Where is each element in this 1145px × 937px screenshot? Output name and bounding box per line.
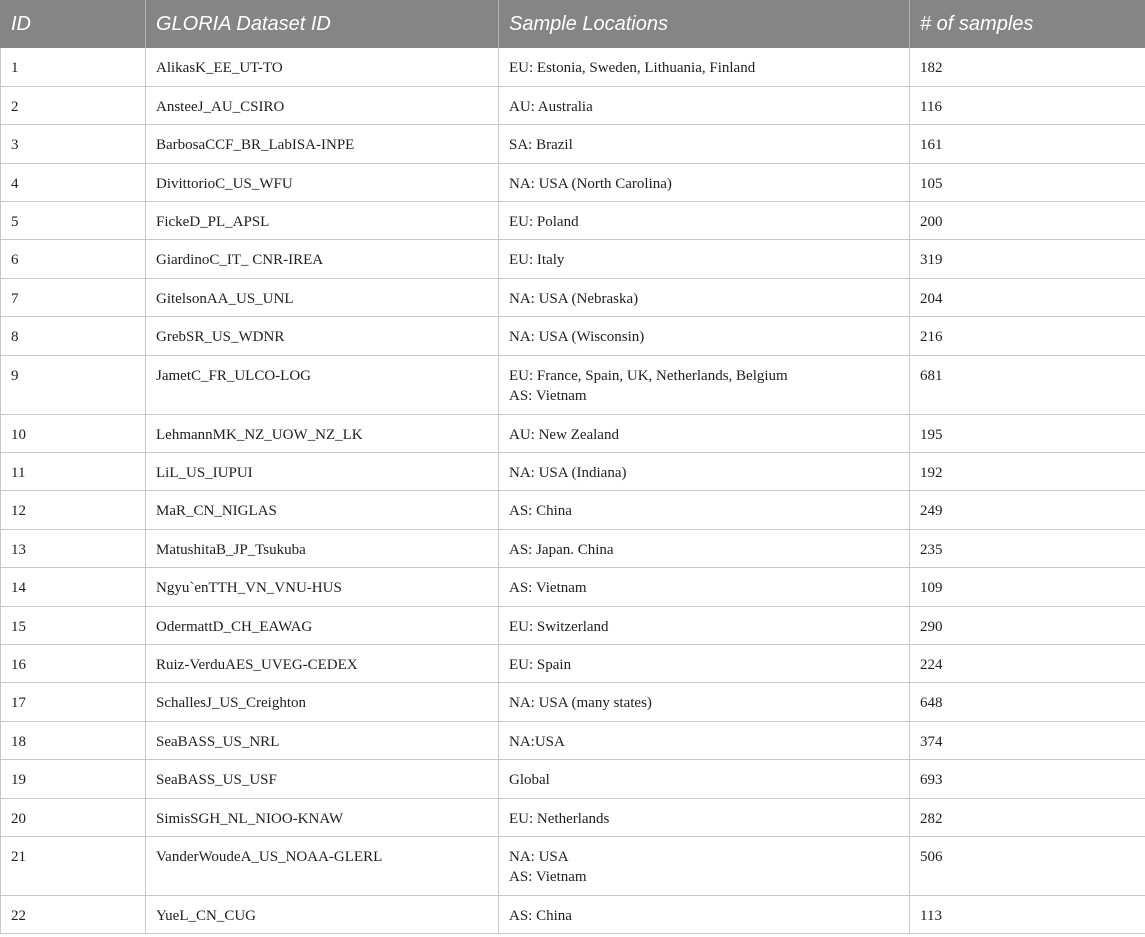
table-row <box>1 798 1145 836</box>
cell-id: 14 <box>1 568 146 606</box>
cell-sample-count: 681 <box>910 355 1145 414</box>
cell-sample-locations <box>499 895 910 933</box>
location-line: EU: Switzerland <box>509 618 609 635</box>
location-line: NA: USA <box>509 848 569 865</box>
cell-sample-locations <box>499 453 910 491</box>
location-line: EU: Poland <box>509 214 579 231</box>
location-line: AS: Vietnam <box>509 387 587 404</box>
cell-sample-count: 374 <box>910 721 1145 759</box>
cell-sample-locations <box>499 240 910 278</box>
cell-sample-locations <box>499 491 910 529</box>
cell-dataset-id: SeaBASS_US_USF <box>146 760 499 798</box>
cell-sample-count: 282 <box>910 798 1145 836</box>
cell-id: 6 <box>1 240 146 278</box>
table-row <box>1 453 1145 491</box>
cell-sample-count: 116 <box>910 86 1145 124</box>
location-line: AU: Australia <box>509 98 593 115</box>
cell-dataset-id: AlikasK_EE_UT-TO <box>146 48 499 86</box>
cell-sample-count: 216 <box>910 317 1145 355</box>
table-row <box>1 355 1145 414</box>
table-row <box>1 606 1145 644</box>
cell-sample-count: 161 <box>910 125 1145 163</box>
cell-id: 8 <box>1 317 146 355</box>
cell-sample-locations <box>499 414 910 452</box>
header-dataset-id: GLORIA Dataset ID <box>146 0 499 48</box>
cell-dataset-id: VanderWoudeA_US_NOAA-GLERL <box>146 836 499 895</box>
cell-id: 15 <box>1 606 146 644</box>
cell-id: 18 <box>1 721 146 759</box>
location-line: EU: Italy <box>509 252 565 269</box>
cell-id: 13 <box>1 529 146 567</box>
table-body <box>1 48 1145 934</box>
table-row <box>1 491 1145 529</box>
location-line: EU: France, Spain, UK, Netherlands, Belgium <box>509 367 788 384</box>
cell-dataset-id: MatushitaB_JP_Tsukuba <box>146 529 499 567</box>
cell-dataset-id: FickeD_PL_APSL <box>146 202 499 240</box>
table-row <box>1 414 1145 452</box>
cell-sample-count: 200 <box>910 202 1145 240</box>
table-row <box>1 86 1145 124</box>
table-row <box>1 278 1145 316</box>
cell-dataset-id: BarbosaCCF_BR_LabISA-INPE <box>146 125 499 163</box>
table-row <box>1 836 1145 895</box>
cell-sample-count: 693 <box>910 760 1145 798</box>
cell-id: 2 <box>1 86 146 124</box>
cell-sample-locations <box>499 568 910 606</box>
location-line: NA:USA <box>509 733 565 750</box>
cell-dataset-id: YueL_CN_CUG <box>146 895 499 933</box>
cell-dataset-id: SchallesJ_US_Creighton <box>146 683 499 721</box>
cell-id: 17 <box>1 683 146 721</box>
cell-dataset-id: GiardinoC_IT_ CNR-IREA <box>146 240 499 278</box>
cell-sample-locations <box>499 278 910 316</box>
location-line: EU: Spain <box>509 656 572 673</box>
cell-dataset-id: Ngyu`enTTH_VN_VNU-HUS <box>146 568 499 606</box>
cell-sample-count: 182 <box>910 48 1145 86</box>
cell-dataset-id: Ruiz-VerduAES_UVEG-CEDEX <box>146 644 499 682</box>
cell-sample-count: 204 <box>910 278 1145 316</box>
cell-id: 21 <box>1 836 146 895</box>
location-line: EU: Estonia, Sweden, Lithuania, Finland <box>509 60 756 76</box>
table-row <box>1 683 1145 721</box>
location-line: EU: Netherlands <box>509 810 610 827</box>
cell-dataset-id: AnsteeJ_AU_CSIRO <box>146 86 499 124</box>
cell-id: 4 <box>1 163 146 201</box>
table-row <box>1 240 1145 278</box>
location-line: AS: Vietnam <box>509 580 587 597</box>
cell-id: 20 <box>1 798 146 836</box>
cell-sample-count: 224 <box>910 644 1145 682</box>
cell-id: 22 <box>1 895 146 933</box>
cell-sample-count: 113 <box>910 895 1145 933</box>
header-id: ID <box>1 0 146 48</box>
cell-dataset-id: OdermattD_CH_EAWAG <box>146 606 499 644</box>
cell-sample-locations <box>499 798 910 836</box>
cell-dataset-id: MaR_CN_NIGLAS <box>146 491 499 529</box>
cell-dataset-id: LiL_US_IUPUI <box>146 453 499 491</box>
header-sample-locations: Sample Locations <box>499 0 910 48</box>
cell-sample-locations <box>499 644 910 682</box>
cell-dataset-id: DivittorioC_US_WFU <box>146 163 499 201</box>
cell-sample-locations <box>499 163 910 201</box>
location-line: AS: China <box>509 503 572 520</box>
cell-id: 5 <box>1 202 146 240</box>
cell-sample-locations <box>499 683 910 721</box>
table-row <box>1 529 1145 567</box>
cell-sample-locations <box>499 529 910 567</box>
cell-dataset-id: LehmannMK_NZ_UOW_NZ_LK <box>146 414 499 452</box>
table-row <box>1 895 1145 933</box>
header-sample-count: # of samples <box>910 0 1145 48</box>
header-row <box>1 0 1145 48</box>
cell-sample-locations <box>499 48 910 86</box>
cell-sample-locations <box>499 202 910 240</box>
cell-sample-locations <box>499 606 910 644</box>
cell-dataset-id: JametC_FR_ULCO-LOG <box>146 355 499 414</box>
cell-sample-count: 109 <box>910 568 1145 606</box>
table-row <box>1 760 1145 798</box>
cell-sample-locations <box>499 836 910 895</box>
table-row <box>1 163 1145 201</box>
cell-sample-locations <box>499 721 910 759</box>
table-row <box>1 48 1145 86</box>
cell-dataset-id: SeaBASS_US_NRL <box>146 721 499 759</box>
cell-dataset-id: GitelsonAA_US_UNL <box>146 278 499 316</box>
cell-sample-count: 319 <box>910 240 1145 278</box>
cell-id: 7 <box>1 278 146 316</box>
cell-sample-locations <box>499 86 910 124</box>
location-line: NA: USA (many states) <box>509 695 652 712</box>
table-header <box>1 0 1145 48</box>
cell-dataset-id: SimisSGH_NL_NIOO-KNAW <box>146 798 499 836</box>
table-row <box>1 644 1145 682</box>
cell-sample-locations <box>499 760 910 798</box>
location-line: NA: USA (North Carolina) <box>509 175 672 192</box>
cell-id: 12 <box>1 491 146 529</box>
table-row <box>1 721 1145 759</box>
location-line: AU: New Zealand <box>509 426 619 443</box>
location-line: SA: Brazil <box>509 137 573 154</box>
cell-sample-count: 192 <box>910 453 1145 491</box>
table-row <box>1 568 1145 606</box>
location-line: NA: USA (Wisconsin) <box>509 329 645 346</box>
cell-sample-count: 506 <box>910 836 1145 895</box>
cell-sample-locations <box>499 125 910 163</box>
cell-sample-count: 105 <box>910 163 1145 201</box>
table-row <box>1 125 1145 163</box>
location-line: AS: China <box>509 907 572 924</box>
location-line: Global <box>509 772 550 789</box>
table-row <box>1 202 1145 240</box>
cell-id: 16 <box>1 644 146 682</box>
location-line: NA: USA (Nebraska) <box>509 290 639 307</box>
cell-dataset-id: GrebSR_US_WDNR <box>146 317 499 355</box>
cell-sample-locations <box>499 317 910 355</box>
cell-sample-count: 290 <box>910 606 1145 644</box>
cell-id: 1 <box>1 48 146 86</box>
location-line: NA: USA (Indiana) <box>509 465 627 482</box>
location-line: AS: Vietnam <box>509 868 587 885</box>
cell-sample-locations <box>499 355 910 414</box>
location-line: AS: Japan. China <box>509 541 614 558</box>
cell-id: 9 <box>1 355 146 414</box>
cell-sample-count: 648 <box>910 683 1145 721</box>
cell-sample-count: 249 <box>910 491 1145 529</box>
cell-id: 3 <box>1 125 146 163</box>
cell-id: 11 <box>1 453 146 491</box>
cell-id: 10 <box>1 414 146 452</box>
cell-id: 19 <box>1 760 146 798</box>
table-row <box>1 317 1145 355</box>
cell-sample-count: 195 <box>910 414 1145 452</box>
cell-sample-count: 235 <box>910 529 1145 567</box>
